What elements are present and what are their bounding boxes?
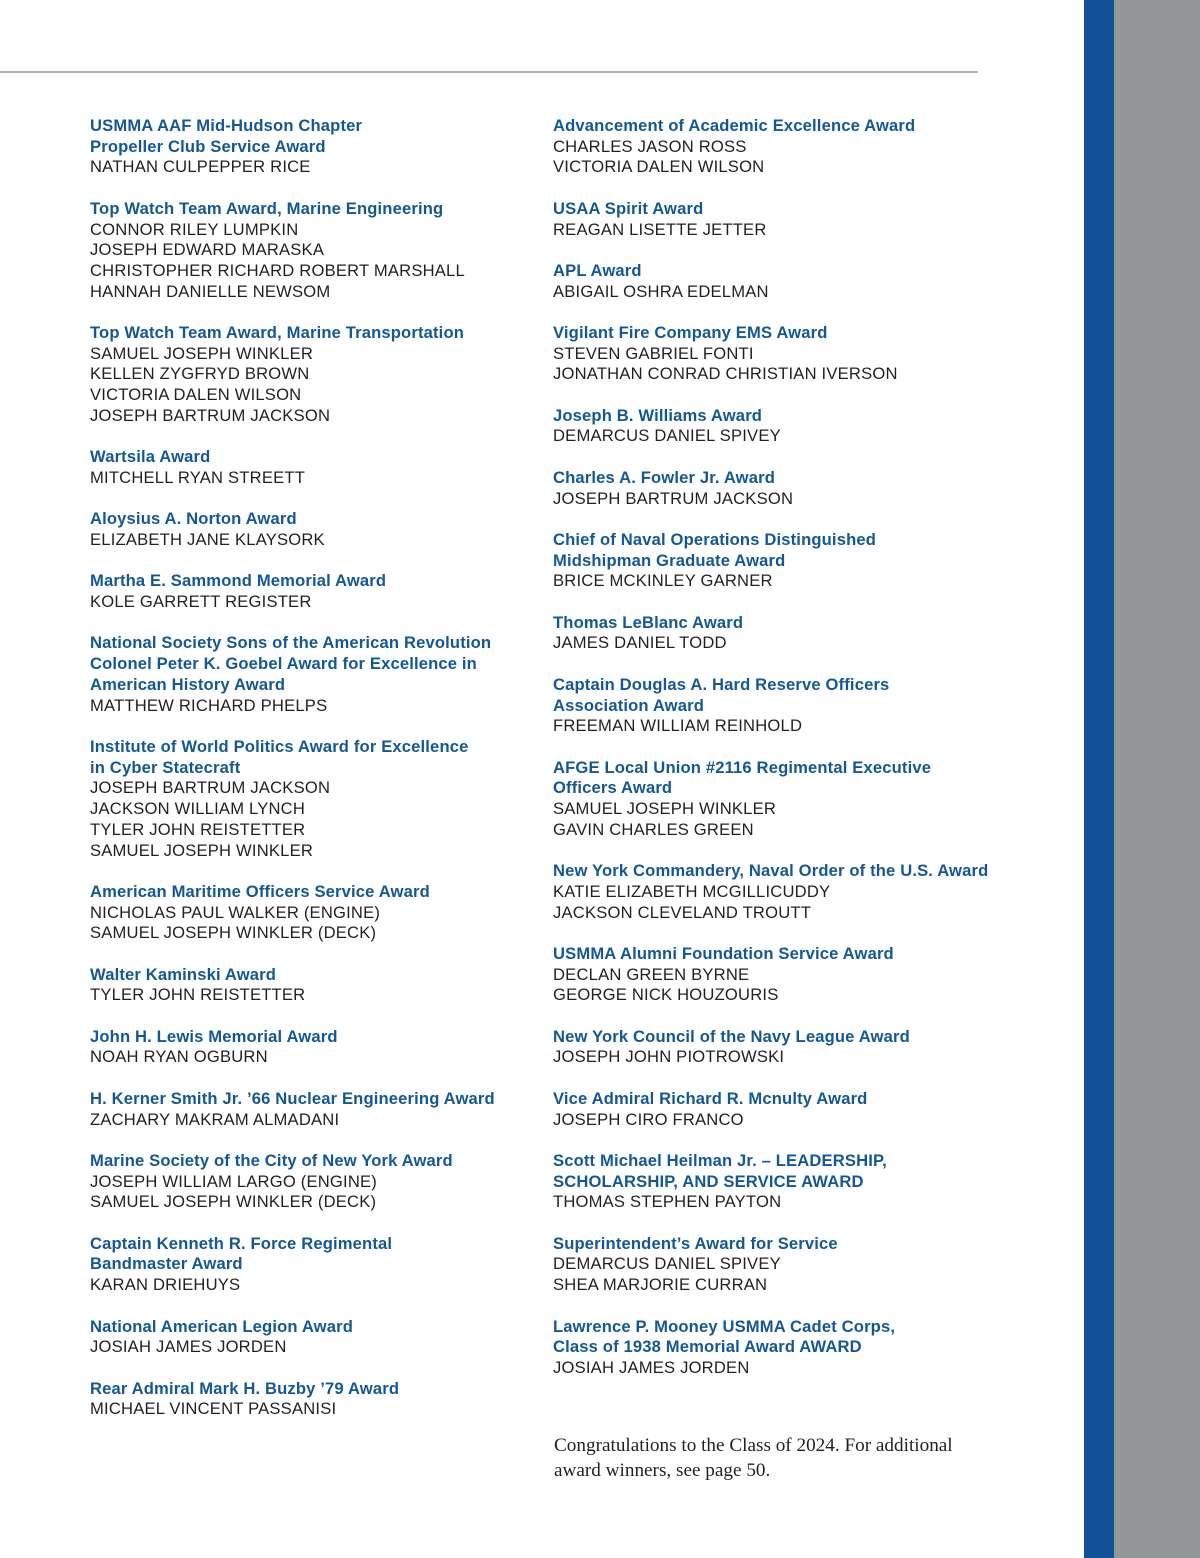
- recipient-name: CHRISTOPHER RICHARD ROBERT MARSHALL: [90, 260, 465, 280]
- award-title: Thomas LeBlanc Award: [553, 612, 744, 632]
- award-title: Vigilant Fire Company EMS Award: [553, 322, 828, 342]
- recipient-name: KELLEN ZYGFRYD BROWN: [90, 364, 310, 384]
- award-title: Lawrence P. Mooney USMMA Cadet Corps, Class of 1938 Memorial Award AWARD: [553, 1316, 896, 1357]
- award-title: National Society Sons of the American Revolution Colonel Peter K. Goebel Award for Excellence in American History Award: [90, 633, 492, 694]
- award-title: Walter Kaminski Award: [90, 964, 277, 984]
- award-title: New York Commandery, Naval Order of the U.S. Award: [553, 861, 989, 881]
- award-title: Joseph B. Williams Award: [553, 405, 763, 425]
- award-block: [553, 861, 993, 923]
- recipient-name: CONNOR RILEY LUMPKIN: [90, 219, 299, 239]
- recipient-name: JOSEPH WILLIAM LARGO (ENGINE): [90, 1171, 378, 1191]
- recipient-name: JACKSON CLEVELAND TROUTT: [553, 902, 812, 922]
- award-title: USMMA Alumni Foundation Service Award: [553, 943, 894, 963]
- award-title: Advancement of Academic Excellence Award: [553, 116, 916, 135]
- award-block: [553, 1027, 993, 1068]
- side-band-blue: [1084, 0, 1114, 1558]
- recipient-name: JOSIAH JAMES JORDEN: [90, 1337, 287, 1357]
- award-block: [90, 1379, 530, 1420]
- recipient-name: JOSEPH BARTRUM JACKSON: [553, 488, 794, 508]
- award-block: [90, 965, 530, 1006]
- award-block: [90, 882, 530, 944]
- award-block: [553, 406, 993, 447]
- award-block: [553, 1234, 993, 1296]
- award-block: [90, 1027, 530, 1068]
- recipient-name: MITCHELL RYAN STREETT: [90, 467, 306, 487]
- award-title: Top Watch Team Award, Marine Engineering: [90, 198, 444, 218]
- recipient-name: TYLER JOHN REISTETTER: [90, 819, 306, 839]
- award-title: APL Award: [553, 260, 642, 280]
- award-block: [553, 1151, 993, 1213]
- award-title: Institute of World Politics Award for Excellence in Cyber Statecraft: [90, 736, 469, 777]
- recipient-name: BRICE MCKINLEY GARNER: [553, 571, 773, 591]
- recipient-name: VICTORIA DALEN WILSON: [90, 385, 302, 405]
- recipient-name: JONATHAN CONRAD CHRISTIAN IVERSON: [553, 364, 898, 384]
- award-title: Superintendent’s Award for Service: [553, 1233, 838, 1253]
- recipient-name: KOLE GARRETT REGISTER: [90, 592, 312, 612]
- recipient-name: SAMUEL JOSEPH WINKLER (DECK): [90, 1192, 377, 1212]
- award-block: [90, 1234, 530, 1296]
- award-block: [90, 737, 530, 861]
- recipient-name: JOSEPH BARTRUM JACKSON: [90, 778, 331, 798]
- award-block: [553, 116, 993, 178]
- award-title: National American Legion Award: [90, 1316, 353, 1336]
- recipient-name: DEMARCUS DANIEL SPIVEY: [553, 1254, 781, 1274]
- recipient-name: JAMES DANIEL TODD: [553, 633, 727, 653]
- recipient-name: REAGAN LISETTE JETTER: [553, 219, 767, 239]
- awards-column-left: [90, 116, 530, 1441]
- recipient-name: MATTHEW RICHARD PHELPS: [90, 695, 328, 715]
- recipient-name: KARAN DRIEHUYS: [90, 1275, 241, 1295]
- award-block: [90, 199, 530, 303]
- award-block: [90, 323, 530, 427]
- award-block: [90, 1317, 530, 1358]
- recipient-name: DECLAN GREEN BYRNE: [553, 964, 750, 984]
- award-title: Martha E. Sammond Memorial Award: [90, 571, 387, 591]
- recipient-name: NATHAN CULPEPPER RICE: [90, 157, 311, 177]
- recipient-name: JACKSON WILLIAM LYNCH: [90, 799, 306, 819]
- award-title: Charles A. Fowler Jr. Award: [553, 467, 775, 487]
- recipient-name: SHEA MARJORIE CURRAN: [553, 1275, 768, 1295]
- recipient-name: SAMUEL JOSEPH WINKLER: [90, 343, 314, 363]
- recipient-name: JOSEPH JOHN PIOTROWSKI: [553, 1047, 785, 1067]
- award-block: [90, 509, 530, 550]
- recipient-name: MICHAEL VINCENT PASSANISI: [90, 1399, 337, 1419]
- award-title: Captain Douglas A. Hard Reserve Officers Association Award: [553, 674, 890, 715]
- award-title: USAA Spirit Award: [553, 198, 704, 218]
- recipient-name: STEVEN GABRIEL FONTI: [553, 343, 754, 363]
- award-block: [553, 944, 993, 1006]
- recipient-name: SAMUEL JOSEPH WINKLER: [90, 840, 314, 860]
- award-title: Rear Admiral Mark H. Buzby ’79 Award: [90, 1378, 400, 1398]
- recipient-name: FREEMAN WILLIAM REINHOLD: [553, 716, 803, 736]
- recipient-name: JOSEPH EDWARD MARASKA: [90, 240, 325, 260]
- side-band-gray: [1114, 0, 1200, 1558]
- recipient-name: JOSEPH BARTRUM JACKSON: [90, 405, 331, 425]
- award-block: [90, 1151, 530, 1213]
- awards-column-right: [553, 116, 993, 1399]
- award-title: New York Council of the Navy League Award: [553, 1026, 910, 1046]
- recipient-name: CHARLES JASON ROSS: [553, 136, 747, 156]
- recipient-name: GEORGE NICK HOUZOURIS: [553, 985, 779, 1005]
- recipient-name: VICTORIA DALEN WILSON: [553, 157, 765, 177]
- award-title: Chief of Naval Operations Distinguished Midshipman Graduate Award: [553, 529, 877, 570]
- recipient-name: SAMUEL JOSEPH WINKLER: [553, 799, 777, 819]
- recipient-name: THOMAS STEPHEN PAYTON: [553, 1192, 782, 1212]
- closing-note: Congratulations to the Class of 2024. For additional award winners, see page 50.: [554, 1435, 953, 1481]
- award-title: American Maritime Officers Service Award: [90, 881, 430, 901]
- recipient-name: ELIZABETH JANE KLAYSORK: [90, 530, 325, 549]
- award-title: John H. Lewis Memorial Award: [90, 1026, 338, 1046]
- award-block: [553, 199, 993, 240]
- recipient-name: TYLER JOHN REISTETTER: [90, 985, 306, 1005]
- award-title: Scott Michael Heilman Jr. – LEADERSHIP, SCHOLARSHIP, AND SERVICE AWARD: [553, 1150, 887, 1191]
- recipient-name: NICHOLAS PAUL WALKER (ENGINE): [90, 902, 381, 922]
- header-rule: [0, 71, 978, 73]
- award-block: [553, 468, 993, 509]
- award-block: [90, 116, 530, 178]
- recipient-name: HANNAH DANIELLE NEWSOM: [90, 281, 331, 301]
- award-block: [553, 261, 993, 302]
- award-block: [553, 1317, 993, 1379]
- award-block: [553, 323, 993, 385]
- recipient-name: JOSEPH CIRO FRANCO: [553, 1109, 744, 1129]
- award-title: AFGE Local Union #2116 Regimental Executive Officers Award: [553, 757, 932, 798]
- award-title: Captain Kenneth R. Force Regimental Bandmaster Award: [90, 1233, 393, 1274]
- award-block: [553, 1089, 993, 1130]
- award-block: [553, 758, 993, 841]
- recipient-name: NOAH RYAN OGBURN: [90, 1047, 268, 1067]
- award-title: USMMA AAF Mid-Hudson Chapter Propeller Club Service Award: [90, 116, 363, 156]
- recipient-name: DEMARCUS DANIEL SPIVEY: [553, 426, 781, 446]
- recipient-name: ABIGAIL OSHRA EDELMAN: [553, 281, 769, 301]
- award-block: [90, 571, 530, 612]
- award-block: [553, 613, 993, 654]
- award-block: [553, 530, 993, 592]
- recipient-name: KATIE ELIZABETH MCGILLICUDDY: [553, 881, 831, 901]
- award-title: Top Watch Team Award, Marine Transportation: [90, 323, 465, 342]
- recipient-name: JOSIAH JAMES JORDEN: [553, 1357, 750, 1377]
- award-title: Vice Admiral Richard R. Mcnulty Award: [553, 1088, 868, 1108]
- award-block: [553, 675, 993, 737]
- recipient-name: SAMUEL JOSEPH WINKLER (DECK): [90, 923, 377, 943]
- award-title: Marine Society of the City of New York Award: [90, 1150, 453, 1170]
- award-title: Wartsila Award: [90, 447, 211, 467]
- award-block: [90, 447, 530, 488]
- recipient-name: ZACHARY MAKRAM ALMADANI: [90, 1109, 340, 1129]
- award-title: Aloysius A. Norton Award: [90, 509, 297, 529]
- recipient-name: GAVIN CHARLES GREEN: [553, 819, 754, 839]
- award-block: [90, 1089, 530, 1130]
- award-title: H. Kerner Smith Jr. ’66 Nuclear Engineering Award: [90, 1088, 495, 1108]
- award-block: [90, 633, 530, 716]
